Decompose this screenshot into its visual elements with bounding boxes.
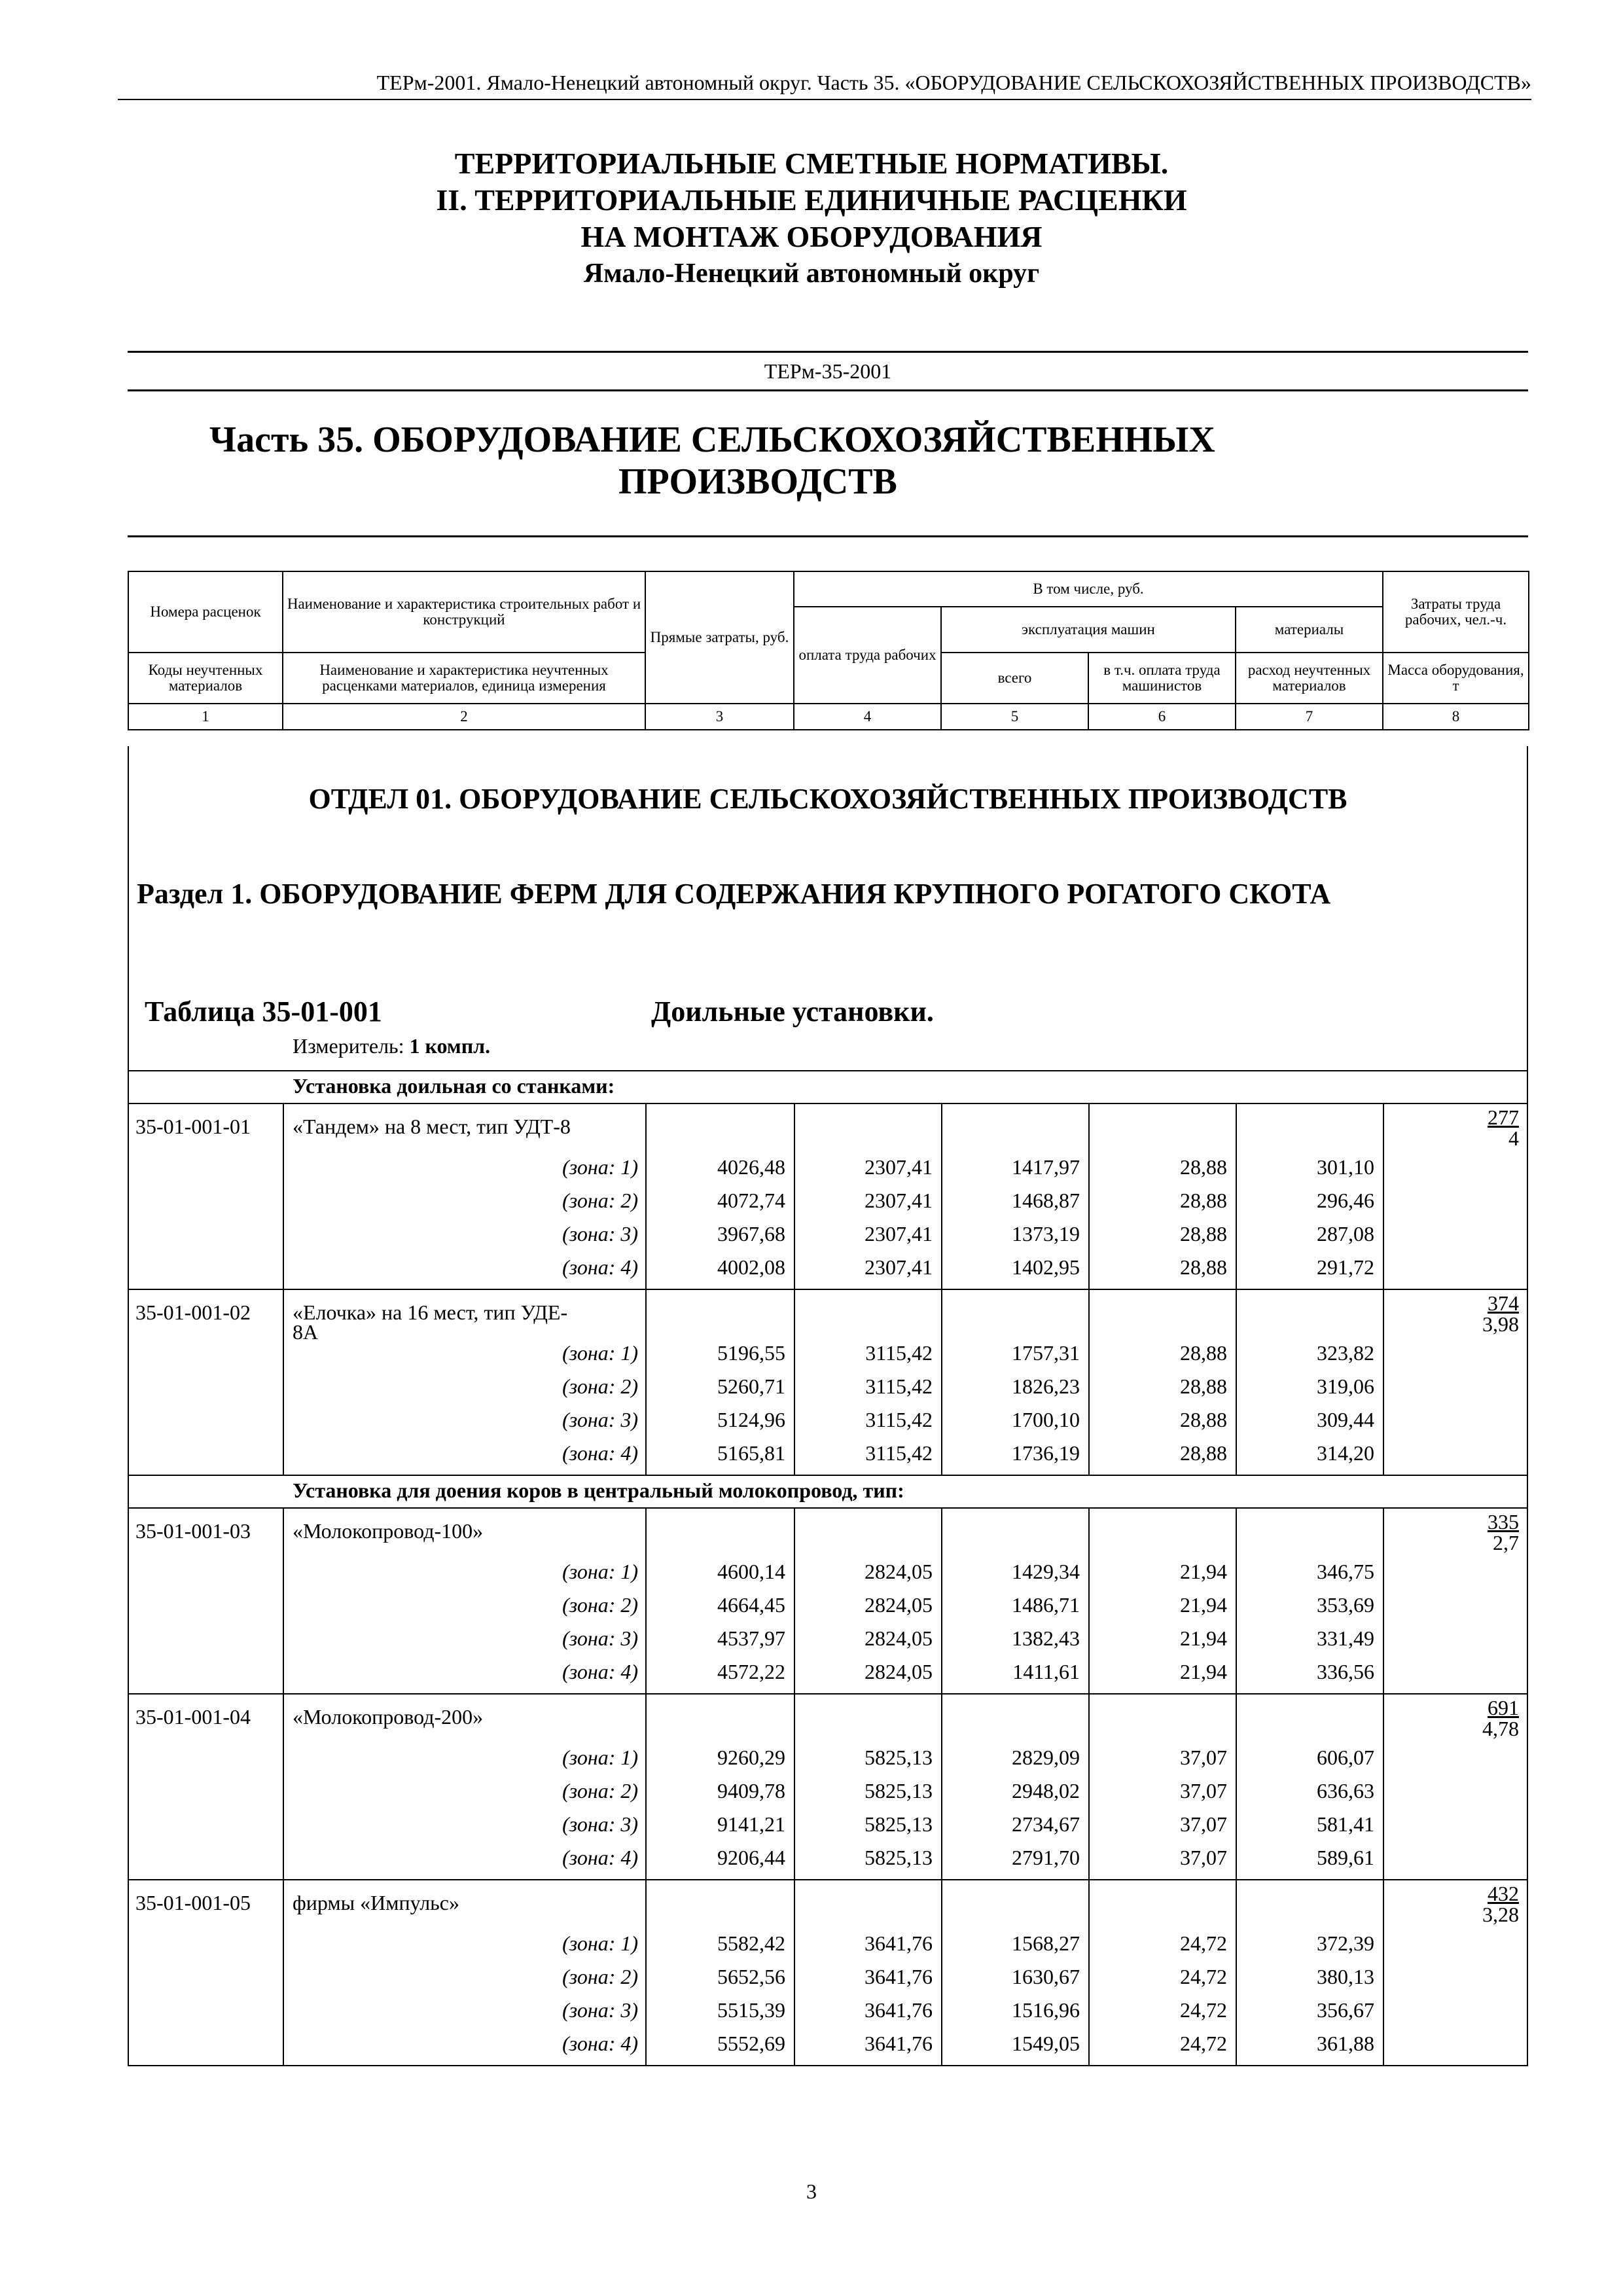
column-divider [283, 1879, 284, 2065]
header-machines: эксплуатация машин [941, 607, 1236, 653]
row-divider [129, 1070, 1527, 1071]
rate-value: 5165,81 [717, 1441, 785, 1465]
rate-code: 35-01-001-02 [135, 1300, 251, 1324]
rate-value: 314,20 [1317, 1441, 1374, 1465]
page-number: 3 [806, 2179, 817, 2203]
column-divider [794, 1693, 795, 1879]
zone-label: (зона: 1) [562, 1560, 638, 1583]
rate-value: 1568,27 [1012, 1931, 1080, 1955]
title-line-4: Ямало-Ненецкий автономный округ [583, 259, 1040, 289]
rate-value: 372,39 [1317, 1931, 1374, 1955]
rate-value: 1402,95 [1012, 1255, 1080, 1279]
rate-value: 4664,45 [717, 1593, 785, 1617]
rate-value: 28,88 [1180, 1441, 1227, 1465]
column-divider [941, 1879, 942, 2065]
divider [128, 535, 1528, 537]
rate-value: 3115,42 [865, 1408, 933, 1431]
rate-value: 4600,14 [717, 1560, 785, 1583]
rate-value: 24,72 [1180, 2032, 1227, 2055]
row-divider [129, 1475, 1527, 1476]
column-divider [1383, 1103, 1384, 1289]
rate-value: 28,88 [1180, 1255, 1227, 1279]
rate-value: 5825,13 [865, 1812, 933, 1836]
rate-value: 1429,34 [1012, 1560, 1080, 1583]
rate-value: 2824,05 [865, 1593, 933, 1617]
row-divider [129, 1879, 1527, 1880]
rate-value: 2948,02 [1012, 1779, 1080, 1803]
rate-name: «Елочка» на 16 мест, тип УДЕ- [293, 1300, 568, 1324]
zone-label: (зона: 3) [562, 1998, 638, 2022]
header-labor-costs: Затраты труда рабочих, чел.-ч. [1383, 571, 1529, 653]
rate-value: 24,72 [1180, 1998, 1227, 2022]
equipment-mass: 2,7 [1493, 1531, 1519, 1554]
header-work-name: Наименование и характеристика строительных работ и конструкций [283, 571, 645, 653]
rate-value: 1382,43 [1012, 1626, 1080, 1650]
header-equipment-mass: Масса оборудования, т [1383, 653, 1529, 704]
rate-value: 323,82 [1317, 1341, 1374, 1365]
rate-value: 9206,44 [717, 1846, 785, 1869]
rate-value: 28,88 [1180, 1155, 1227, 1179]
rate-value: 2307,41 [865, 1155, 933, 1179]
column-divider [283, 1289, 284, 1475]
zone-label: (зона: 4) [562, 1846, 638, 1869]
zone-label: (зона: 1) [562, 1746, 638, 1769]
rate-value: 28,88 [1180, 1341, 1227, 1365]
rate-value: 5260,71 [717, 1374, 785, 1398]
zone-label: (зона: 2) [562, 1779, 638, 1803]
column-number: 8 [1383, 704, 1529, 730]
rate-name: «Молокопровод-100» [293, 1519, 484, 1543]
title-line-1: ТЕРРИТОРИАЛЬНЫЕ СМЕТНЫЕ НОРМАТИВЫ. [454, 147, 1169, 180]
row-divider [129, 1507, 1527, 1509]
row-divider [129, 1289, 1527, 1290]
rate-value: 24,72 [1180, 1931, 1227, 1955]
rate-value: 24,72 [1180, 1965, 1227, 1988]
header-including: В том числе, руб. [794, 571, 1383, 607]
rate-value: 2307,41 [865, 1189, 933, 1212]
zone-label: (зона: 1) [562, 1341, 638, 1365]
rate-value: 3641,76 [865, 1965, 933, 1988]
column-divider [283, 1693, 284, 1879]
column-divider [941, 1289, 942, 1475]
zone-label: (зона: 2) [562, 1374, 638, 1398]
rate-value: 4002,08 [717, 1255, 785, 1279]
title-line-2: II. ТЕРРИТОРИАЛЬНЫЕ ЕДИНИЧНЫЕ РАСЦЕНКИ [436, 183, 1187, 217]
table-body [128, 746, 1528, 2066]
rate-name: «Тандем» на 8 мест, тип УДТ-8 [293, 1115, 571, 1138]
rate-value: 4072,74 [717, 1189, 785, 1212]
labor-and-mass [1390, 1883, 1519, 1925]
labor-costs: 432 [1488, 1882, 1519, 1905]
rate-value: 9260,29 [717, 1746, 785, 1769]
zone-label: (зона: 3) [562, 1812, 638, 1836]
rate-value: 309,44 [1317, 1408, 1374, 1431]
rate-value: 1516,96 [1012, 1998, 1080, 2022]
rate-value: 361,88 [1317, 2032, 1374, 2055]
rate-value: 1630,67 [1012, 1965, 1080, 1988]
rate-value: 37,07 [1180, 1846, 1227, 1869]
rate-value: 28,88 [1180, 1222, 1227, 1246]
zone-label: (зона: 4) [562, 1255, 638, 1279]
rate-value: 5652,56 [717, 1965, 785, 1988]
rate-value: 5552,69 [717, 2032, 785, 2055]
column-divider [645, 1693, 647, 1879]
rate-value: 1411,61 [1012, 1660, 1080, 1683]
rate-value: 1757,31 [1012, 1341, 1080, 1365]
section-heading: Раздел 1. ОБОРУДОВАНИЕ ФЕРМ ДЛЯ СОДЕРЖАНИЯ КРУПНОГО РОГАТОГО СКОТА [137, 878, 1331, 910]
zone-label: (зона: 4) [562, 1660, 638, 1683]
rate-value: 3115,42 [865, 1441, 933, 1465]
column-divider [941, 1103, 942, 1289]
equipment-mass: 3,28 [1482, 1903, 1519, 1926]
rate-value: 2824,05 [865, 1660, 933, 1683]
header-rate-number: Номера расценок [128, 571, 283, 653]
department-heading: ОТДЕЛ 01. ОБОРУДОВАНИЕ СЕЛЬСКОХОЗЯЙСТВЕННЫХ ПРОИЗВОДСТВ [308, 783, 1347, 815]
column-divider [645, 1507, 647, 1693]
rate-name: «Молокопровод-200» [293, 1705, 484, 1729]
labor-and-mass [1390, 1107, 1519, 1149]
rate-value: 296,46 [1317, 1189, 1374, 1212]
column-divider [645, 1103, 647, 1289]
rate-value: 21,94 [1180, 1560, 1227, 1583]
labor-and-mass [1390, 1697, 1519, 1739]
column-number: 7 [1236, 704, 1383, 730]
group-heading: Установка для доения коров в центральный молокопровод, тип: [293, 1479, 904, 1502]
column-divider [1236, 1103, 1237, 1289]
equipment-mass: 4 [1508, 1126, 1519, 1150]
rate-value: 319,06 [1317, 1374, 1374, 1398]
column-divider [283, 1507, 284, 1693]
rate-value: 9141,21 [717, 1812, 785, 1836]
zone-label: (зона: 3) [562, 1408, 638, 1431]
labor-costs: 335 [1488, 1510, 1519, 1534]
rate-value: 353,69 [1317, 1593, 1374, 1617]
rate-value: 28,88 [1180, 1374, 1227, 1398]
rate-code: 35-01-001-03 [135, 1519, 251, 1543]
zone-label: (зона: 1) [562, 1931, 638, 1955]
header-operator-wages: в т.ч. оплата труда машинистов [1088, 653, 1236, 704]
header-direct-costs: Прямые затраты, руб. [645, 571, 794, 704]
rate-value: 636,63 [1317, 1779, 1374, 1803]
rate-value: 589,61 [1317, 1846, 1374, 1869]
rate-value: 21,94 [1180, 1626, 1227, 1650]
part-title-line-1: Часть 35. ОБОРУДОВАНИЕ СЕЛЬСКОХОЗЯЙСТВЕННЫХ [209, 420, 1215, 460]
column-number: 1 [128, 704, 283, 730]
measure-label: Измеритель: [293, 1034, 404, 1058]
column-number: 4 [794, 704, 941, 730]
table-name: Доильные установки. [651, 996, 934, 1028]
rate-value: 331,49 [1317, 1626, 1374, 1650]
rate-value: 5825,13 [865, 1779, 933, 1803]
rate-value: 28,88 [1180, 1189, 1227, 1212]
column-divider [645, 1289, 647, 1475]
column-divider [1088, 1507, 1090, 1693]
labor-costs: 691 [1488, 1696, 1519, 1719]
column-divider [794, 1289, 795, 1475]
rate-value: 1373,19 [1012, 1222, 1080, 1246]
rate-value: 3115,42 [865, 1341, 933, 1365]
header-materials: материалы [1236, 607, 1383, 653]
rate-code: 35-01-001-04 [135, 1705, 251, 1729]
rate-value: 5825,13 [865, 1746, 933, 1769]
column-number: 6 [1088, 704, 1236, 730]
rate-value: 2829,09 [1012, 1746, 1080, 1769]
measure-unit [293, 1034, 490, 1058]
column-divider [1236, 1693, 1237, 1879]
column-number: 5 [941, 704, 1088, 730]
labor-costs: 277 [1488, 1105, 1519, 1129]
column-divider [1088, 1289, 1090, 1475]
labor-costs: 374 [1488, 1291, 1519, 1315]
column-divider [1236, 1289, 1237, 1475]
column-divider [1088, 1879, 1090, 2065]
zone-label: (зона: 3) [562, 1222, 638, 1246]
zone-label: (зона: 2) [562, 1189, 638, 1212]
document-code: ТЕРм-35-2001 [128, 351, 1528, 391]
rate-value: 9409,78 [717, 1779, 785, 1803]
column-divider [794, 1507, 795, 1693]
rate-value: 2824,05 [865, 1626, 933, 1650]
rate-name: фирмы «Импульс» [293, 1891, 459, 1914]
row-divider [129, 1693, 1527, 1695]
equipment-mass: 3,98 [1482, 1312, 1519, 1336]
rate-value: 3967,68 [717, 1222, 785, 1246]
equipment-mass: 4,78 [1482, 1717, 1519, 1740]
rate-value: 37,07 [1180, 1812, 1227, 1836]
column-divider [1088, 1693, 1090, 1879]
rate-value: 1417,97 [1012, 1155, 1080, 1179]
rate-value: 3641,76 [865, 1931, 933, 1955]
rate-value: 21,94 [1180, 1660, 1227, 1683]
zone-label: (зона: 4) [562, 1441, 638, 1465]
rate-value: 3641,76 [865, 1998, 933, 2022]
rate-value: 4572,22 [717, 1660, 785, 1683]
column-divider [1383, 1879, 1384, 2065]
rate-value: 5582,42 [717, 1931, 785, 1955]
table-header [128, 571, 1529, 730]
column-divider [941, 1693, 942, 1879]
zone-label: (зона: 3) [562, 1626, 638, 1650]
column-divider [283, 1103, 284, 1289]
rate-value: 2734,67 [1012, 1812, 1080, 1836]
title-line-3: НА МОНТАЖ ОБОРУДОВАНИЯ [580, 220, 1043, 253]
rate-value: 1736,19 [1012, 1441, 1080, 1465]
column-number: 2 [283, 704, 645, 730]
column-divider [1236, 1879, 1237, 2065]
rate-value: 5825,13 [865, 1846, 933, 1869]
rate-value: 3115,42 [865, 1374, 933, 1398]
column-divider [1383, 1289, 1384, 1475]
column-divider [645, 1879, 647, 2065]
rate-value: 346,75 [1317, 1560, 1374, 1583]
rate-value: 356,67 [1317, 1998, 1374, 2022]
running-header: ТЕРм-2001. Ямало-Ненецкий автономный округ. Часть 35. «ОБОРУДОВАНИЕ СЕЛЬСКОХОЗЯЙСТВЕННЫХ ПРОИЗВОДСТВ» [118, 71, 1531, 100]
header-material-names: Наименование и характеристика неучтенных расценками материалов, единица измерения [283, 653, 645, 704]
column-number: 3 [645, 704, 794, 730]
zone-label: (зона: 2) [562, 1965, 638, 1988]
rate-value: 1700,10 [1012, 1408, 1080, 1431]
rate-value: 301,10 [1317, 1155, 1374, 1179]
rate-value: 2307,41 [865, 1222, 933, 1246]
part-title-line-2: ПРОИЗВОДСТВ [618, 461, 897, 502]
rate-value: 336,56 [1317, 1660, 1374, 1683]
rate-value: 5515,39 [717, 1998, 785, 2022]
rate-name-continued: 8А [293, 1320, 319, 1344]
column-divider [794, 1103, 795, 1289]
header-unaccounted-materials: расход неучтенных материалов [1236, 653, 1383, 704]
column-divider [1236, 1507, 1237, 1693]
header-material-codes: Коды неучтенных материалов [128, 653, 283, 704]
column-divider [941, 1507, 942, 1693]
column-divider [1088, 1103, 1090, 1289]
rate-value: 1549,05 [1012, 2032, 1080, 2055]
rate-value: 2824,05 [865, 1560, 933, 1583]
row-divider [129, 1103, 1527, 1104]
column-divider [794, 1879, 795, 2065]
header-wages: оплата труда рабочих [794, 607, 941, 704]
rate-value: 1826,23 [1012, 1374, 1080, 1398]
header-machines-total: всего [941, 653, 1088, 704]
rate-value: 4026,48 [717, 1155, 785, 1179]
rate-value: 291,72 [1317, 1255, 1374, 1279]
rate-value: 28,88 [1180, 1408, 1227, 1431]
zone-label: (зона: 1) [562, 1155, 638, 1179]
rate-value: 3641,76 [865, 2032, 933, 2055]
rate-value: 1468,87 [1012, 1189, 1080, 1212]
table-title: Таблица 35-01-001 [145, 996, 382, 1028]
rate-value: 380,13 [1317, 1965, 1374, 1988]
rate-value: 2791,70 [1012, 1846, 1080, 1869]
rate-code: 35-01-001-01 [135, 1115, 251, 1138]
labor-and-mass [1390, 1293, 1519, 1335]
document-title [0, 145, 1623, 292]
rate-value: 37,07 [1180, 1779, 1227, 1803]
rate-code: 35-01-001-05 [135, 1891, 251, 1914]
rate-value: 5124,96 [717, 1408, 785, 1431]
column-divider [1383, 1693, 1384, 1879]
labor-and-mass [1390, 1511, 1519, 1553]
rate-value: 606,07 [1317, 1746, 1374, 1769]
column-divider [1383, 1507, 1384, 1693]
rate-value: 4537,97 [717, 1626, 785, 1650]
measure-value: 1 компл. [409, 1034, 491, 1058]
group-heading: Установка доильная со станками: [293, 1074, 615, 1098]
rate-value: 2307,41 [865, 1255, 933, 1279]
rate-value: 287,08 [1317, 1222, 1374, 1246]
rate-value: 5196,55 [717, 1341, 785, 1365]
rate-value: 37,07 [1180, 1746, 1227, 1769]
zone-label: (зона: 4) [562, 2032, 638, 2055]
zone-label: (зона: 2) [562, 1593, 638, 1617]
rate-value: 581,41 [1317, 1812, 1374, 1836]
rate-value: 1486,71 [1012, 1593, 1080, 1617]
rate-value: 21,94 [1180, 1593, 1227, 1617]
